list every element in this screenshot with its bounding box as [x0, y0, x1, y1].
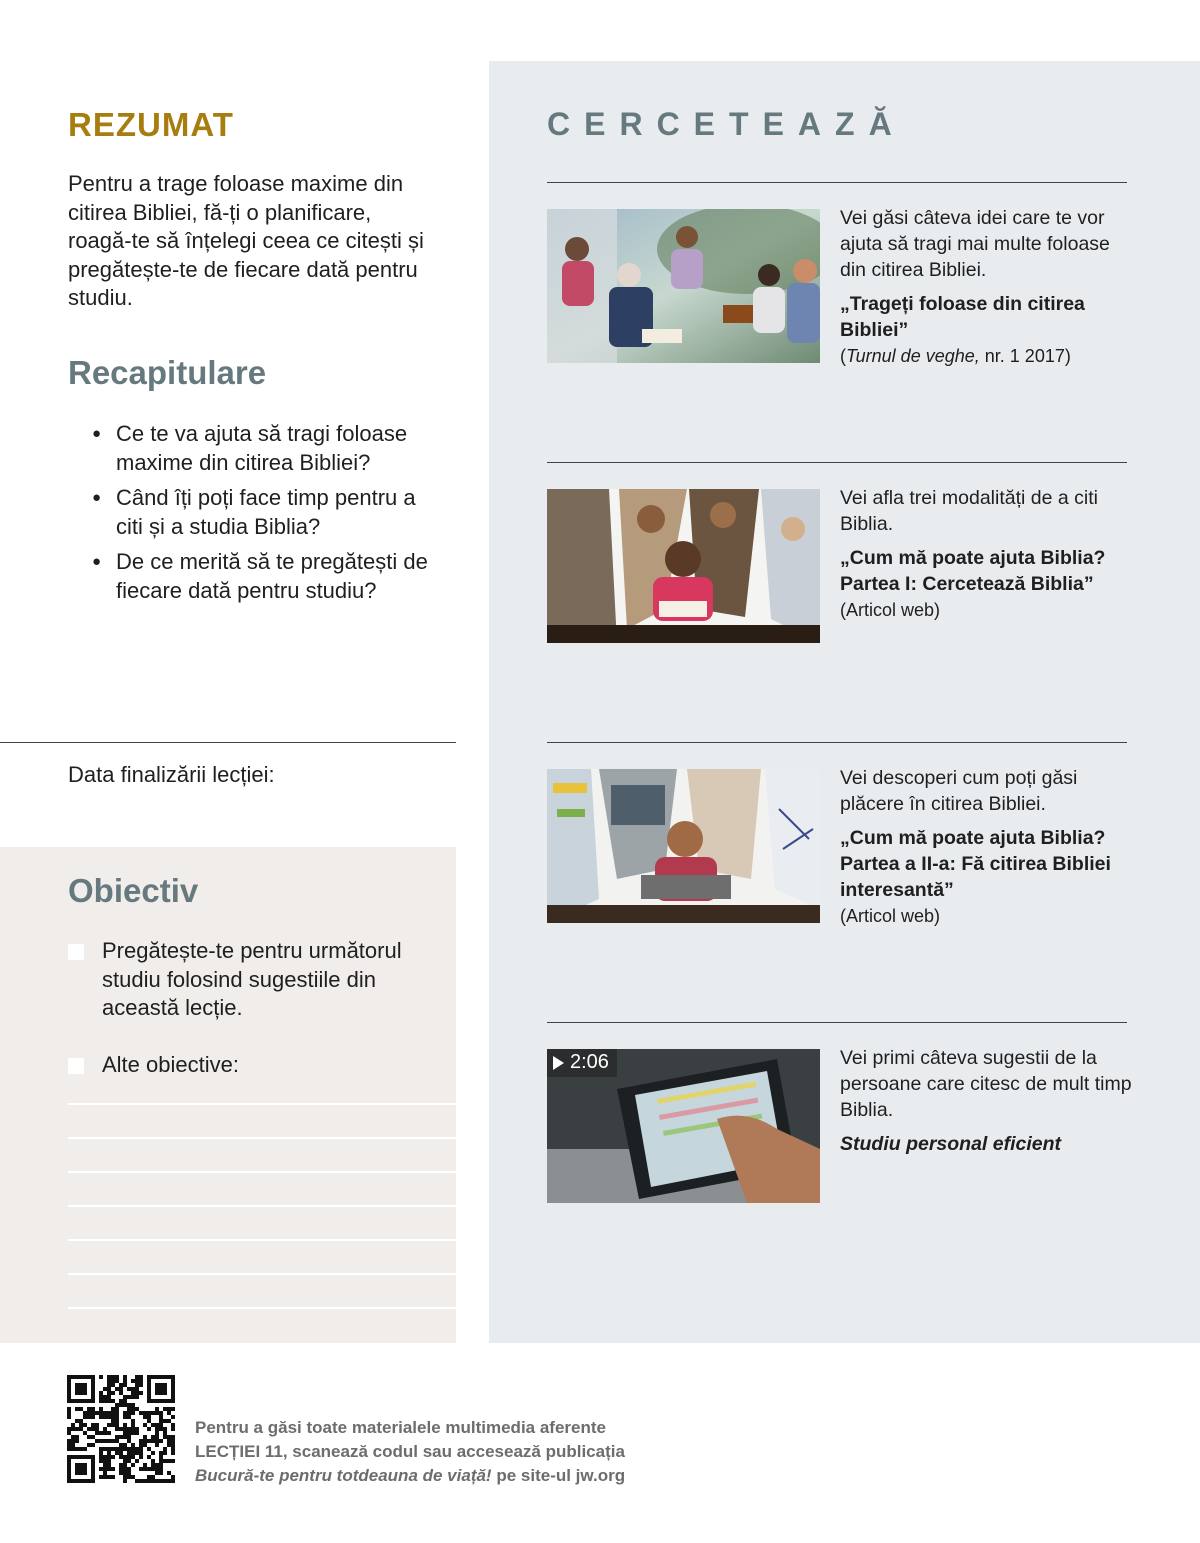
qr-code-icon[interactable] [67, 1375, 175, 1483]
objective-item-other[interactable] [68, 1051, 448, 1080]
divider [0, 742, 456, 743]
resource-source: (Articol web) [840, 600, 941, 620]
video-duration-badge[interactable] [547, 1049, 617, 1077]
video-duration: 2:06 [570, 1051, 609, 1073]
writing-line[interactable] [68, 1307, 456, 1309]
recap-question: ● Când îți poți face timp pentru a citi și a studia Biblia? [92, 484, 442, 541]
publication-title: Turnul de veghe, [846, 346, 980, 366]
divider [547, 182, 1127, 183]
objective-item-label: Pregătește-te pentru următorul studiu folosind sugestiile din această lecție. [102, 938, 402, 1020]
divider [547, 462, 1127, 463]
resource-description: Vei găsi câteva idei care te vor ajuta să tragi mai multe foloase din citirea Bibliei. [840, 207, 1110, 281]
writing-line[interactable] [68, 1239, 456, 1241]
footer-line: LECȚIEI 11, scanează codul sau accesează publicația [195, 1442, 625, 1461]
recapitulare-heading: Recapitulare [68, 354, 267, 391]
divider [547, 1022, 1127, 1023]
resource-source: (Articol web) [840, 906, 941, 926]
resource-source: (Turnul de veghe, nr. 1 2017) [840, 346, 1071, 366]
resource-link[interactable]: „Trageți foloase din citirea Bibliei” [840, 293, 1085, 341]
cerceteaza-heading: CERCETEAZĂ [547, 106, 906, 142]
objective-panel [0, 847, 456, 1343]
writing-line[interactable] [68, 1137, 456, 1139]
resource-description: Vei primi câteva sugestii de la persoane care citesc de mult timp Biblia. [840, 1047, 1132, 1121]
recap-question: ● De ce merită să te pregătești de fiecare dată pentru studiu? [92, 548, 442, 605]
recapitulare-list [92, 420, 442, 612]
rezumat-text: Pentru a trage foloase maxime din citirea Bibliei, fă-ți o planificare, roagă-te să înțelegi ceea ce citești și pregătește-te de fiecare dată pentru studiu. [68, 171, 424, 310]
checkbox-icon[interactable] [68, 944, 84, 960]
resource-link[interactable]: „Cum mă poate ajuta Biblia? Partea a II-a: Fă citirea Bibliei interesantă” [840, 827, 1111, 901]
boy-reading-bible-collage-icon[interactable] [547, 489, 820, 643]
completion-date-label: Data finalizării lecției: [68, 762, 275, 787]
resource-link[interactable]: „Cum mă poate ajuta Biblia? Partea I: Cercetează Biblia” [840, 547, 1106, 595]
footer-line: Pentru a găsi toate materialele multimedia aferente [195, 1418, 606, 1437]
resource-entry [840, 485, 1140, 623]
footer-note [195, 1416, 715, 1488]
objective-item[interactable] [68, 937, 448, 1023]
writing-line[interactable] [68, 1205, 456, 1207]
divider [547, 742, 1127, 743]
resource-entry [840, 1045, 1140, 1157]
tablet-study-video-icon[interactable] [547, 1049, 820, 1203]
resource-description: Vei descoperi cum poți găsi plăcere în citirea Bibliei. [840, 767, 1078, 815]
checkbox-icon[interactable] [68, 1058, 84, 1074]
resource-link[interactable]: Studiu personal eficient [840, 1133, 1062, 1155]
footer-line: Bucură-te pentru totdeauna de viață! pe site-ul jw.org [195, 1466, 626, 1485]
resource-description: Vei afla trei modalități de a citi Biblia. [840, 487, 1098, 535]
rezumat-heading: REZUMAT [68, 106, 234, 143]
people-reading-photo-icon[interactable] [547, 209, 820, 363]
writing-line[interactable] [68, 1171, 456, 1173]
girl-reading-bible-collage-icon[interactable] [547, 769, 820, 923]
resource-entry [840, 205, 1140, 369]
writing-line[interactable] [68, 1103, 456, 1105]
play-icon[interactable] [553, 1056, 564, 1070]
writing-line[interactable] [68, 1273, 456, 1275]
resource-entry [840, 765, 1140, 929]
publication-title: Bucură-te pentru totdeauna de viață! [195, 1466, 492, 1485]
objective-item-label: Alte obiective: [102, 1052, 239, 1077]
objective-heading: Obiectiv [68, 872, 199, 909]
recap-question: ● Ce te va ajuta să tragi foloase maxime din citirea Bibliei? [92, 420, 442, 477]
